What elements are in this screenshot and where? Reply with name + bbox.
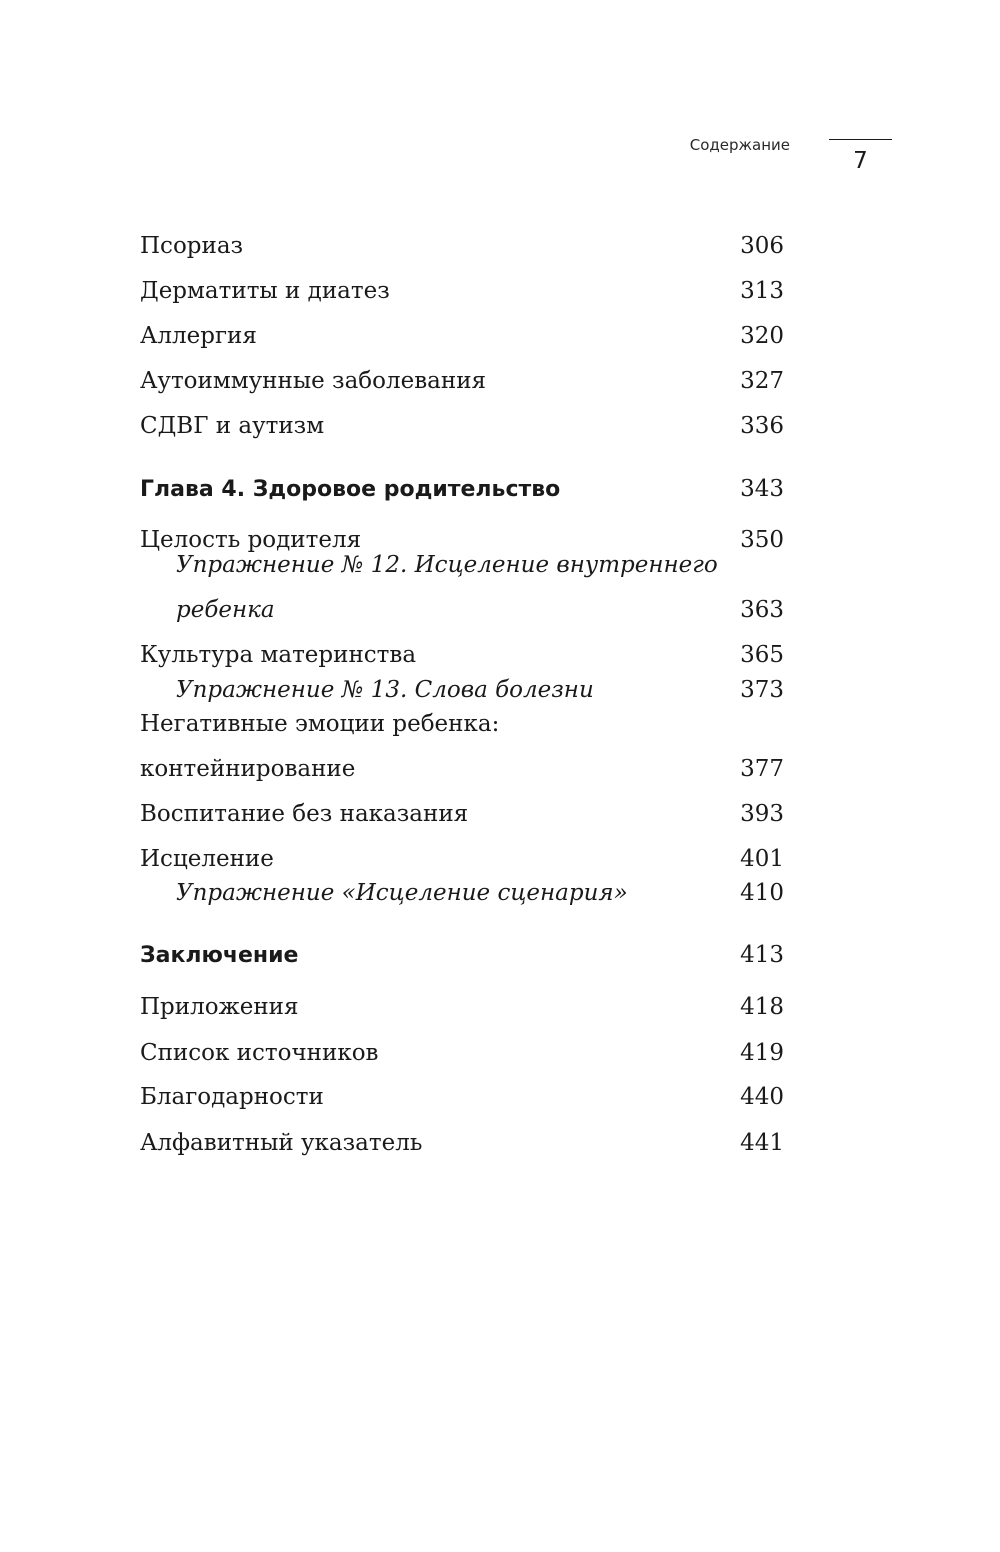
toc-chapter-title: Глава 4. Здоровое родительство — [140, 477, 561, 502]
toc-entry-page: 393 — [740, 801, 784, 827]
leader-dots — [281, 583, 731, 617]
toc-entry-title: ребенка — [176, 597, 275, 623]
toc-entry-page: 418 — [740, 994, 784, 1020]
toc-entry — [140, 513, 784, 553]
toc-entry — [140, 309, 784, 349]
toc-subentry — [176, 866, 784, 906]
toc-entry-page: 363 — [740, 597, 784, 623]
toc-chapter-entry — [140, 462, 784, 502]
toc-entry-page: 306 — [740, 233, 784, 259]
toc-entry-page: 440 — [740, 1084, 784, 1110]
toc-entry-page: 343 — [740, 476, 784, 502]
toc-entry-title: Приложения — [140, 994, 299, 1020]
toc-entry-page: 336 — [740, 413, 784, 439]
toc-entry-title: Аутоиммунные заболевания — [140, 368, 487, 394]
leader-dots — [249, 219, 730, 253]
toc-entry-page: 373 — [740, 677, 784, 703]
toc-entry — [140, 219, 784, 259]
toc-entry-title: Воспитание без наказания — [140, 801, 469, 827]
toc-entry-title: Упражнение «Исцеление сценария» — [176, 880, 628, 906]
leader-dots — [330, 399, 730, 433]
toc-entry — [140, 354, 784, 394]
toc-entry-title: Алфавитный указатель — [140, 1130, 423, 1156]
leader-dots — [396, 264, 730, 298]
leader-dots — [600, 663, 730, 697]
leader-dots — [263, 309, 730, 343]
toc-subentry — [176, 583, 784, 623]
leader-dots — [634, 866, 730, 900]
toc-entry-title: контейнирование — [140, 756, 356, 782]
leader-dots — [428, 1116, 730, 1150]
leader-dots — [492, 354, 730, 388]
leader-dots — [304, 928, 730, 962]
toc-entry-page: 350 — [740, 527, 784, 553]
toc-entry-title-line: Негативные эмоции ребенка: — [140, 711, 500, 737]
toc-entry-title: Список источников — [140, 1040, 379, 1066]
toc-entry-title: Целость родителя — [140, 527, 362, 553]
leader-dots — [367, 513, 730, 547]
leader-dots — [474, 787, 730, 821]
toc-entry — [140, 1070, 784, 1110]
toc-entry-title: СДВГ и аутизм — [140, 413, 325, 439]
toc-chapter-title: Заключение — [140, 943, 299, 968]
toc-entry-title: Культура материнства — [140, 642, 417, 668]
toc-entry — [140, 787, 784, 827]
toc-subentry — [176, 663, 784, 703]
toc-subentry-title-line: Упражнение № 12. Исцеление внутреннего — [176, 552, 718, 578]
leader-dots — [280, 832, 730, 866]
toc-entry-page: 365 — [740, 642, 784, 668]
toc-entry-page: 320 — [740, 323, 784, 349]
toc-entry — [140, 742, 784, 782]
toc-entry — [140, 832, 784, 872]
toc-entry-page: 441 — [740, 1130, 784, 1156]
running-head: Содержание — [689, 136, 790, 154]
toc-entry-title: Псориаз — [140, 233, 244, 259]
leader-dots — [422, 628, 730, 662]
toc-entry-title: Аллергия — [140, 323, 257, 349]
toc-entry-title: Благодарности — [140, 1084, 324, 1110]
toc-entry-title: Упражнение № 13. Слова болезни — [176, 677, 594, 703]
toc-entry-page: 410 — [740, 880, 784, 906]
leader-dots — [330, 1070, 730, 1104]
toc-entry-page: 313 — [740, 278, 784, 304]
toc-entry-title: Исцеление — [140, 846, 274, 872]
toc-entry — [140, 980, 784, 1020]
leader-dots — [361, 742, 730, 776]
toc-chapter-entry — [140, 928, 784, 968]
toc-entry-page: 377 — [740, 756, 784, 782]
toc-entry-page: 419 — [740, 1040, 784, 1066]
toc-entry — [140, 264, 784, 304]
header-rule — [829, 139, 892, 140]
toc-entry-page: 401 — [740, 846, 784, 872]
toc-entry — [140, 628, 784, 668]
toc-entry-page: 327 — [740, 368, 784, 394]
toc-entry — [140, 1116, 784, 1156]
toc-entry-title: Дерматиты и диатез — [140, 278, 390, 304]
leader-dots — [566, 462, 730, 496]
toc-entry — [140, 399, 784, 439]
leader-dots — [305, 980, 731, 1014]
toc-entry-page: 413 — [740, 942, 784, 968]
page-number: 7 — [853, 148, 868, 174]
leader-dots — [385, 1026, 731, 1060]
toc-entry — [140, 1026, 784, 1066]
